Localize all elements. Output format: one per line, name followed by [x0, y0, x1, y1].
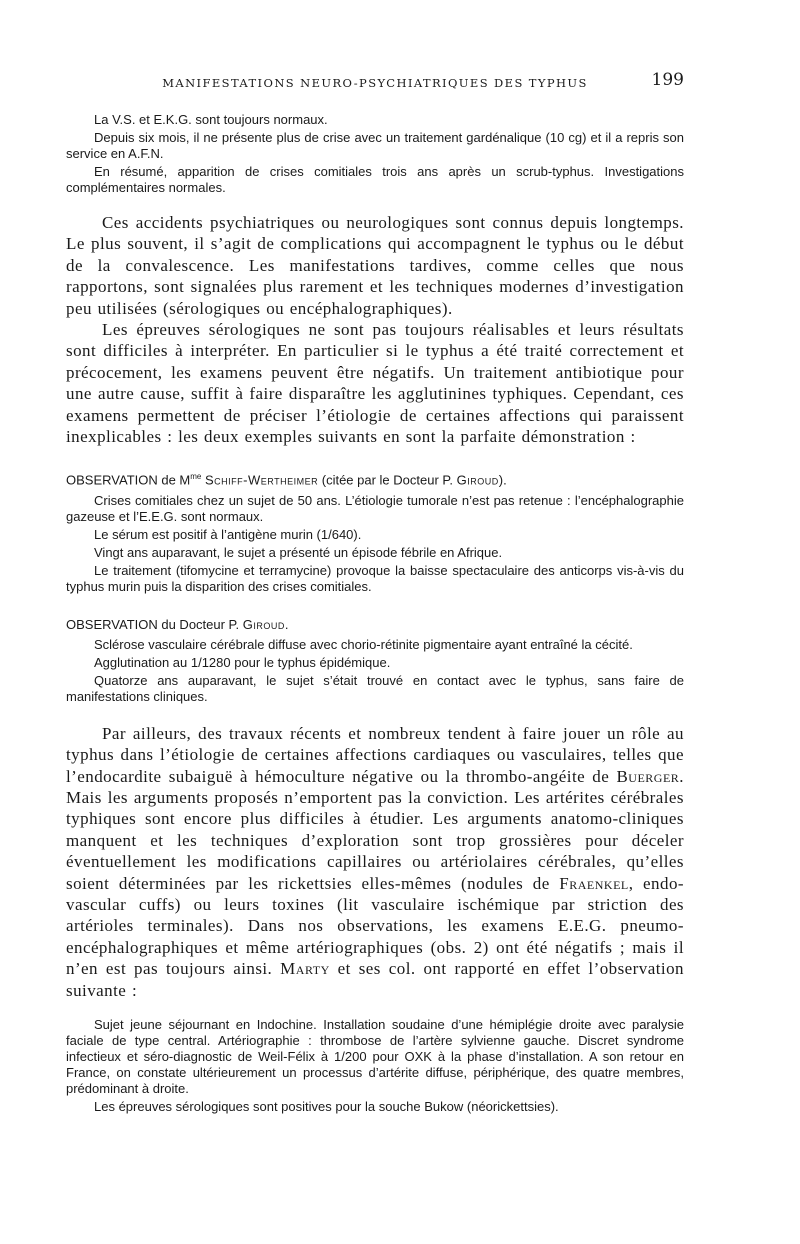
p3-part-4: et ses col. ont rapporté en effet l’observation suivante :	[66, 959, 684, 1000]
obs2-line-1: Sclérose vasculaire cérébrale diffuse avec chorio-rétinite pigmentaire ayant entraîné la cécité.	[94, 636, 633, 652]
obs1-label: OBSERVATION de M	[66, 472, 191, 488]
intro-line-3: En résumé, apparition de crises comitiales trois ans après un scrub-typhus. Investigations complémentaires normales.	[66, 164, 684, 195]
obs2-author: Giroud	[242, 616, 285, 632]
paragraph-1: Ces accidents psychiatriques ou neurologiques sont connus depuis longtemps. Le plus souvent, il s’agit de complications qui accompagnent le typhus ou le début de la convalescence. Les manifestations tardives, comme celles que nous rapportons, sont signalées plus rarement et les techniques modernes d’investigation peu utilisées (sérologiques ou encéphalographiques).	[66, 213, 684, 318]
p3-part-1: Par ailleurs, des travaux récents et nombreux tendent à faire jouer un rôle au typhus dans l’étiologie de certaines affections cardiaques ou vasculaires, telles que l’endocardite subaiguë à hémoculture négative ou la thrombo-angéite de	[66, 723, 684, 786]
p3-part-3: , endo-vascular cuffs) ou leurs toxines (lit vasculaire ischémique par striction des artérioles terminales). Dans nos observations, les examens E.E.G. pneumo-encéphalographiques et même artériographiques (obs. 2) ont été négatifs ; mais il n’en est pas toujours ainsi.	[66, 873, 684, 979]
p3-name-fraenkel: Fraenkel	[559, 873, 629, 893]
running-title: MANIFESTATIONS NEURO-PSYCHIATRIQUES DES TYPHUS	[162, 76, 588, 90]
observation-1	[66, 469, 684, 594]
final-observation	[66, 1017, 684, 1115]
obs2-end: .	[284, 616, 289, 632]
obs1-superscript: me	[190, 472, 202, 482]
p3-name-buerger: Buerger	[616, 766, 680, 786]
intro-line-2: Depuis six mois, il ne présente plus de crise avec un traitement gardénalique (10 cg) et il a repris son service en A.F.N.	[66, 130, 684, 161]
obs1-citation-name: Giroud	[456, 472, 499, 488]
obs1-line-2: Le sérum est positif à l’antigène murin (1/640).	[94, 526, 362, 542]
running-header	[66, 70, 684, 92]
main-text-block-1	[66, 212, 684, 447]
p3-part-2: . Mais les arguments proposés n’emportent pas la conviction. Les artérites cérébrales typhiques sont encore plus difficiles à étudier. Les arguments anatomo-cliniques manquent et les techniques d’exploration sont trop grossières pour déceler éventuellement les modifications capillaires ou artériolaires cérébrales, qu’elles soient déterminées par les rickettsies elles-mêmes (nodules de	[66, 766, 684, 893]
document-page	[66, 70, 684, 1117]
main-text-block-2	[66, 723, 684, 1001]
observation-2	[66, 617, 684, 705]
observation-1-title	[66, 469, 684, 488]
intro-line-1: La V.S. et E.K.G. sont toujours normaux.	[94, 112, 328, 127]
obs1-citation-close: ).	[498, 472, 507, 488]
page-number: 199	[651, 70, 684, 90]
paragraph-2: Les épreuves sérologiques ne sont pas toujours réalisables et leurs résultats sont difficiles à interpréter. En particulier si le typhus a été traité correctement et précocement, les examens peuvent être négatifs. Un traitement antibiotique pour une autre cause, suffit à faire disparaître les agglutinines typhiques. Cependant, ces examens permettent de préciser l’étiologie de certaines affections qui paraissent inexplicables : les deux exemples suivants en sont la parfaite démonstration :	[66, 320, 684, 447]
obs1-author: Schiff-Wertheimer	[205, 472, 319, 488]
obs2-line-2: Agglutination au 1/1280 pour le typhus épidémique.	[94, 654, 391, 670]
obs1-citation-open: (citée par le Docteur P.	[318, 472, 457, 488]
obs2-label: OBSERVATION du Docteur P.	[66, 616, 243, 632]
final-line-1: Sujet jeune séjournant en Indochine. Installation soudaine d’une hémiplégie droite avec paralysie faciale de type central. Artériographie : thrombose de l’artère sylvienne gauche. Discret syndrome infectieux et séro-diagnostic de Weil-Félix à 1/200 pour OXK à la phase d’installation. A son retour en France, on constate ultérieurement un processus d’artérite diffuse, périphérique, des quatre membres, prédominant à droite.	[66, 1017, 684, 1097]
observation-2-title	[66, 617, 684, 633]
final-line-2: Les épreuves sérologiques sont positives pour la souche Bukow (néorickettsies).	[94, 1099, 559, 1115]
p3-name-marty: Marty	[280, 959, 330, 979]
obs2-line-3: Quatorze ans auparavant, le sujet s’était trouvé en contact avec le typhus, sans faire de manifestations cliniques.	[66, 672, 684, 704]
obs1-line-4: Le traitement (tifomycine et terramycine) provoque la baisse spectaculaire des anticorps vis-à-vis du typhus murin puis la disparition des crises comitiales.	[66, 562, 684, 594]
obs1-line-1: Crises comitiales chez un sujet de 50 ans. L’étiologie tumorale n’est pas retenue : l’encéphalographie gazeuse et l’E.E.G. sont normaux.	[66, 492, 684, 524]
paragraph-3	[66, 723, 684, 1001]
obs1-line-3: Vingt ans auparavant, le sujet a présenté un épisode fébrile en Afrique.	[94, 544, 503, 560]
